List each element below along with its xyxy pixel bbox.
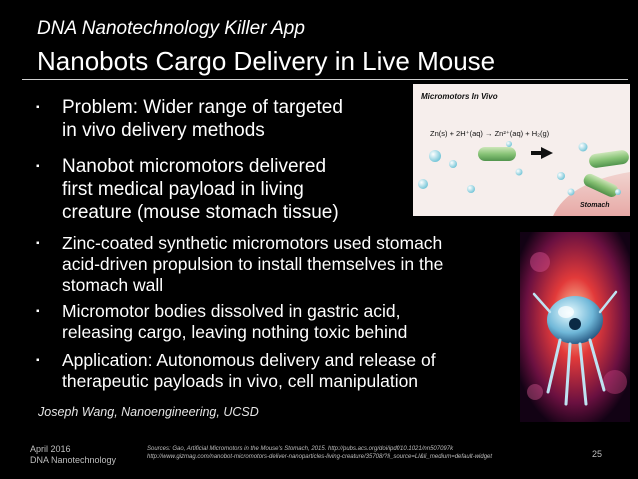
bullet-icon: ▪ — [36, 355, 40, 366]
bullet-line: Problem: Wider range of targeted — [62, 97, 343, 118]
bullet-bodies-dissolved — [36, 301, 516, 343]
figure-title: Micromotors In Vivo — [421, 92, 498, 101]
bullet-line: Micromotor bodies dissolved in gastric acid, — [62, 301, 401, 321]
title-divider — [22, 79, 628, 80]
bullet-icon: ▪ — [36, 161, 40, 172]
bullet-line: in vivo delivery methods — [62, 120, 265, 141]
footer-left — [30, 444, 116, 466]
footer-sources — [147, 445, 587, 461]
slide-title: Nanobots Cargo Delivery in Live Mouse — [37, 46, 496, 76]
bullet-line: Nanobot micromotors delivered — [62, 156, 327, 177]
figure-equation: Zn(s) + 2H⁺(aq) → Zn²⁺(aq) + H₂(g) — [430, 129, 550, 138]
figure-stomach-label: Stomach — [580, 202, 610, 209]
sources-line: Sources: Gao, Artificial Micromotors in the Mouse's Stomach, 2015. http://pubs.acs.org/doi/ipdf/10.1021/nn507097k — [147, 446, 454, 452]
bullet-icon: ▪ — [36, 306, 40, 317]
sources-line: http://www.gizmag.com/nanobot-micromotors-deliver-nanoparticles-living-creature/35708/?li_source=LI&li_medium=default-widget — [147, 454, 493, 460]
bullet-micromotors-delivered — [36, 155, 396, 224]
footer-topic: DNA Nanotechnology — [30, 455, 117, 465]
credit-line: Joseph Wang, Nanoengineering, UCSD — [38, 405, 259, 419]
bullet-problem — [36, 96, 396, 142]
bullet-icon: ▪ — [36, 238, 40, 249]
bullet-line: acid-driven propulsion to install themselves in the — [62, 254, 444, 274]
micromotors-figure — [413, 84, 630, 216]
page-number: 25 — [592, 449, 603, 459]
bullet-line: stomach wall — [62, 275, 164, 295]
bullet-zinc-coated — [36, 233, 516, 296]
footer-date: April 2016 — [30, 444, 71, 454]
slide-subtitle: DNA Nanotechnology Killer App — [37, 18, 305, 39]
bullet-line: creature (mouse stomach tissue) — [62, 202, 339, 223]
bullet-application — [36, 350, 516, 392]
bullet-line: therapeutic payloads in vivo, cell manipulation — [62, 371, 419, 391]
micromotors-illustration — [413, 84, 630, 216]
bullet-line: first medical payload in living — [62, 179, 304, 200]
nanobot-illustration — [520, 232, 630, 422]
bullet-icon: ▪ — [36, 102, 40, 113]
bullet-line: Application: Autonomous delivery and release of — [62, 350, 436, 370]
bullet-line: Zinc-coated synthetic micromotors used stomach — [62, 233, 443, 253]
bullet-line: releasing cargo, leaving nothing toxic behind — [62, 322, 408, 342]
